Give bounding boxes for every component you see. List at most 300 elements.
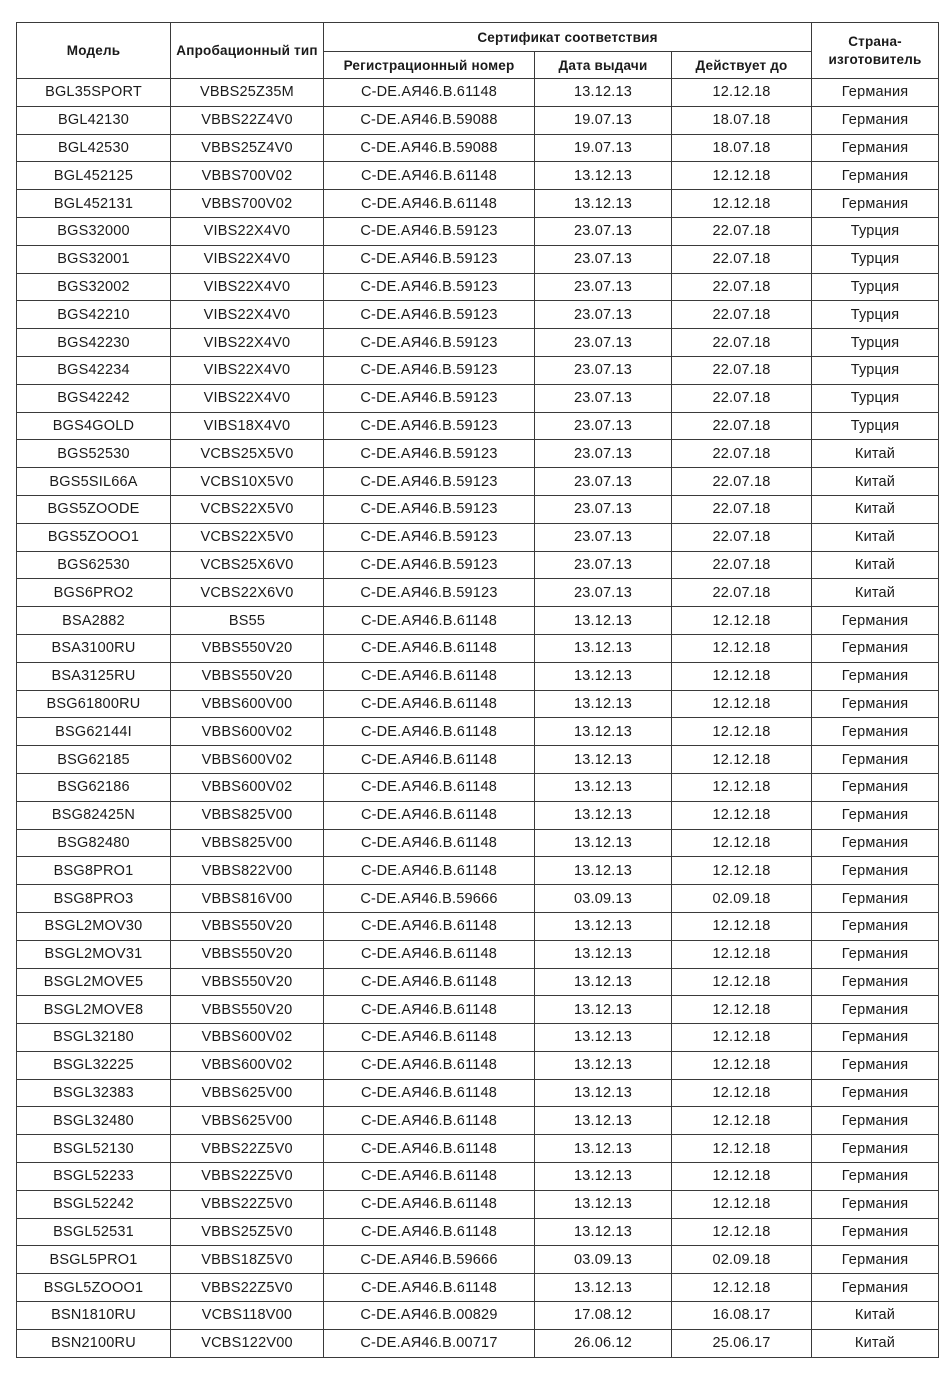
cell-valid-until: 12.12.18: [672, 912, 812, 940]
cell-valid-until: 12.12.18: [672, 690, 812, 718]
cell-registration-number: C-DE.AЯ46.B.61148: [324, 968, 535, 996]
cell-type: VIBS22X4V0: [171, 329, 324, 357]
cell-country: Китай: [812, 440, 939, 468]
cell-country: Германия: [812, 1079, 939, 1107]
cell-registration-number: C-DE.AЯ46.B.61148: [324, 607, 535, 635]
table-row: [17, 217, 939, 245]
cell-registration-number: C-DE.AЯ46.B.61148: [324, 801, 535, 829]
cell-issue-date: 23.07.13: [535, 468, 672, 496]
cell-model: BSGL52233: [17, 1163, 171, 1191]
table-row: [17, 912, 939, 940]
cell-issue-date: 13.12.13: [535, 79, 672, 107]
cell-registration-number: C-DE.AЯ46.B.59123: [324, 273, 535, 301]
cell-type: VBBS825V00: [171, 829, 324, 857]
cell-valid-until: 18.07.18: [672, 106, 812, 134]
cell-issue-date: 13.12.13: [535, 1190, 672, 1218]
cell-valid-until: 22.07.18: [672, 384, 812, 412]
cell-issue-date: 13.12.13: [535, 912, 672, 940]
table-row: [17, 1051, 939, 1079]
cell-issue-date: 13.12.13: [535, 634, 672, 662]
header-model: Модель: [17, 23, 171, 79]
table-row: [17, 1218, 939, 1246]
cell-country: Китай: [812, 523, 939, 551]
cell-type: VCBS10X5V0: [171, 468, 324, 496]
table-row: [17, 1024, 939, 1052]
cell-model: BGL42530: [17, 134, 171, 162]
table-row: [17, 773, 939, 801]
header-type: Апробационный тип: [171, 23, 324, 79]
cell-valid-until: 12.12.18: [672, 1051, 812, 1079]
cell-country: Германия: [812, 1218, 939, 1246]
cell-registration-number: C-DE.AЯ46.B.61148: [324, 1135, 535, 1163]
cell-country: Китай: [812, 495, 939, 523]
cell-registration-number: C-DE.AЯ46.B.61148: [324, 996, 535, 1024]
cell-valid-until: 02.09.18: [672, 885, 812, 913]
table-row: [17, 634, 939, 662]
table-row: [17, 523, 939, 551]
cell-type: VIBS22X4V0: [171, 301, 324, 329]
cell-type: VBBS600V02: [171, 1051, 324, 1079]
table-row: [17, 162, 939, 190]
cell-country: Германия: [812, 773, 939, 801]
cell-type: VBBS550V20: [171, 940, 324, 968]
cell-type: VCBS118V00: [171, 1302, 324, 1330]
table-row: [17, 885, 939, 913]
cell-country: Турция: [812, 273, 939, 301]
cell-valid-until: 12.12.18: [672, 162, 812, 190]
table-row: [17, 690, 939, 718]
cell-country: Турция: [812, 217, 939, 245]
cell-registration-number: C-DE.AЯ46.B.61148: [324, 1051, 535, 1079]
cell-model: BSGL52531: [17, 1218, 171, 1246]
cell-country: Китай: [812, 551, 939, 579]
cell-registration-number: C-DE.AЯ46.B.59123: [324, 523, 535, 551]
cell-model: BSGL32383: [17, 1079, 171, 1107]
cell-type: VBBS550V20: [171, 634, 324, 662]
cell-type: VBBS22Z5V0: [171, 1190, 324, 1218]
certificates-table: [16, 22, 939, 1358]
cell-valid-until: 22.07.18: [672, 523, 812, 551]
cell-type: VBBS600V02: [171, 1024, 324, 1052]
cell-valid-until: 22.07.18: [672, 551, 812, 579]
cell-country: Германия: [812, 162, 939, 190]
cell-type: VBBS22Z5V0: [171, 1135, 324, 1163]
cell-country: Германия: [812, 1246, 939, 1274]
cell-valid-until: 12.12.18: [672, 1024, 812, 1052]
cell-issue-date: 13.12.13: [535, 857, 672, 885]
cell-model: BSG62186: [17, 773, 171, 801]
cell-model: BSA2882: [17, 607, 171, 635]
cell-issue-date: 13.12.13: [535, 1051, 672, 1079]
cell-registration-number: C-DE.AЯ46.B.61148: [324, 690, 535, 718]
cell-type: VBBS700V02: [171, 190, 324, 218]
cell-valid-until: 12.12.18: [672, 718, 812, 746]
table-row: [17, 440, 939, 468]
cell-issue-date: 13.12.13: [535, 968, 672, 996]
cell-issue-date: 19.07.13: [535, 106, 672, 134]
table-row: [17, 356, 939, 384]
cell-issue-date: 13.12.13: [535, 996, 672, 1024]
cell-registration-number: C-DE.AЯ46.B.59666: [324, 1246, 535, 1274]
cell-country: Германия: [812, 607, 939, 635]
cell-valid-until: 02.09.18: [672, 1246, 812, 1274]
cell-model: BSGL32180: [17, 1024, 171, 1052]
cell-model: BGS5SIL66A: [17, 468, 171, 496]
cell-registration-number: C-DE.AЯ46.B.61148: [324, 190, 535, 218]
table-row: [17, 412, 939, 440]
cell-model: BSG82425N: [17, 801, 171, 829]
cell-issue-date: 23.07.13: [535, 579, 672, 607]
cell-type: VBBS550V20: [171, 968, 324, 996]
cell-issue-date: 23.07.13: [535, 217, 672, 245]
cell-registration-number: C-DE.AЯ46.B.59123: [324, 579, 535, 607]
cell-model: BSGL32480: [17, 1107, 171, 1135]
cell-model: BSGL2MOVE8: [17, 996, 171, 1024]
cell-registration-number: C-DE.AЯ46.B.59088: [324, 106, 535, 134]
cell-issue-date: 13.12.13: [535, 1079, 672, 1107]
cell-registration-number: C-DE.AЯ46.B.61148: [324, 773, 535, 801]
document-page: [16, 22, 938, 1358]
cell-valid-until: 12.12.18: [672, 1135, 812, 1163]
cell-type: VBBS550V20: [171, 912, 324, 940]
cell-country: Германия: [812, 634, 939, 662]
cell-registration-number: C-DE.AЯ46.B.59123: [324, 384, 535, 412]
cell-registration-number: C-DE.AЯ46.B.61148: [324, 162, 535, 190]
cell-model: BGL35SPORT: [17, 79, 171, 107]
cell-valid-until: 16.08.17: [672, 1302, 812, 1330]
cell-valid-until: 12.12.18: [672, 607, 812, 635]
cell-type: VBBS25Z4V0: [171, 134, 324, 162]
cell-model: BSG8PRO1: [17, 857, 171, 885]
cell-issue-date: 13.12.13: [535, 829, 672, 857]
cell-registration-number: C-DE.AЯ46.B.59123: [324, 495, 535, 523]
cell-country: Турция: [812, 384, 939, 412]
cell-issue-date: 23.07.13: [535, 356, 672, 384]
cell-type: VBBS22Z5V0: [171, 1163, 324, 1191]
cell-type: VIBS22X4V0: [171, 384, 324, 412]
cell-country: Турция: [812, 329, 939, 357]
cell-registration-number: C-DE.AЯ46.B.61148: [324, 912, 535, 940]
cell-valid-until: 12.12.18: [672, 79, 812, 107]
cell-valid-until: 22.07.18: [672, 412, 812, 440]
header-country: Страна-изготовитель: [812, 23, 939, 79]
cell-issue-date: 13.12.13: [535, 607, 672, 635]
table-row: [17, 1190, 939, 1218]
cell-issue-date: 13.12.13: [535, 1024, 672, 1052]
cell-type: VBBS22Z4V0: [171, 106, 324, 134]
cell-valid-until: 12.12.18: [672, 746, 812, 774]
cell-model: BSGL52130: [17, 1135, 171, 1163]
table-row: [17, 968, 939, 996]
cell-country: Германия: [812, 1190, 939, 1218]
cell-country: Германия: [812, 718, 939, 746]
cell-type: VBBS550V20: [171, 996, 324, 1024]
table-row: [17, 106, 939, 134]
cell-country: Германия: [812, 106, 939, 134]
cell-issue-date: 26.06.12: [535, 1329, 672, 1357]
cell-country: Турция: [812, 356, 939, 384]
cell-country: Германия: [812, 690, 939, 718]
cell-country: Германия: [812, 829, 939, 857]
cell-issue-date: 13.12.13: [535, 662, 672, 690]
table-row: [17, 718, 939, 746]
cell-issue-date: 03.09.13: [535, 1246, 672, 1274]
cell-issue-date: 13.12.13: [535, 940, 672, 968]
cell-issue-date: 13.12.13: [535, 1274, 672, 1302]
cell-model: BSGL2MOV30: [17, 912, 171, 940]
cell-issue-date: 13.12.13: [535, 190, 672, 218]
cell-type: VBBS550V20: [171, 662, 324, 690]
cell-model: BGS32000: [17, 217, 171, 245]
cell-valid-until: 22.07.18: [672, 273, 812, 301]
cell-country: Германия: [812, 79, 939, 107]
table-row: [17, 801, 939, 829]
cell-country: Китай: [812, 579, 939, 607]
cell-model: BGS6PRO2: [17, 579, 171, 607]
cell-issue-date: 13.12.13: [535, 1218, 672, 1246]
cell-type: VCBS22X5V0: [171, 523, 324, 551]
header-registration-number: Регистрационный номер: [324, 52, 535, 79]
table-row: [17, 1163, 939, 1191]
cell-registration-number: C-DE.AЯ46.B.61148: [324, 1024, 535, 1052]
cell-type: VIBS22X4V0: [171, 245, 324, 273]
cell-registration-number: C-DE.AЯ46.B.59088: [324, 134, 535, 162]
cell-model: BGS5ZOOO1: [17, 523, 171, 551]
cell-model: BGS42234: [17, 356, 171, 384]
table-row: [17, 940, 939, 968]
cell-model: BSGL5PRO1: [17, 1246, 171, 1274]
cell-type: VBBS822V00: [171, 857, 324, 885]
cell-issue-date: 13.12.13: [535, 746, 672, 774]
cell-model: BGS52530: [17, 440, 171, 468]
cell-valid-until: 22.07.18: [672, 440, 812, 468]
cell-type: VIBS22X4V0: [171, 273, 324, 301]
cell-registration-number: C-DE.AЯ46.B.61148: [324, 634, 535, 662]
cell-model: BGS5ZOODE: [17, 495, 171, 523]
cell-country: Германия: [812, 662, 939, 690]
cell-type: VBBS625V00: [171, 1107, 324, 1135]
cell-valid-until: 12.12.18: [672, 1218, 812, 1246]
cell-model: BGL452131: [17, 190, 171, 218]
cell-registration-number: C-DE.AЯ46.B.61148: [324, 857, 535, 885]
cell-country: Германия: [812, 1274, 939, 1302]
cell-model: BGS42210: [17, 301, 171, 329]
cell-issue-date: 23.07.13: [535, 245, 672, 273]
cell-registration-number: C-DE.AЯ46.B.61148: [324, 940, 535, 968]
cell-valid-until: 12.12.18: [672, 940, 812, 968]
cell-valid-until: 12.12.18: [672, 773, 812, 801]
cell-issue-date: 23.07.13: [535, 329, 672, 357]
cell-issue-date: 13.12.13: [535, 718, 672, 746]
cell-valid-until: 22.07.18: [672, 329, 812, 357]
table-row: [17, 857, 939, 885]
cell-issue-date: 23.07.13: [535, 412, 672, 440]
table-row: [17, 1274, 939, 1302]
cell-issue-date: 23.07.13: [535, 551, 672, 579]
cell-valid-until: 12.12.18: [672, 662, 812, 690]
cell-issue-date: 23.07.13: [535, 495, 672, 523]
table-row: [17, 662, 939, 690]
cell-model: BSG61800RU: [17, 690, 171, 718]
cell-valid-until: 12.12.18: [672, 1107, 812, 1135]
cell-country: Германия: [812, 801, 939, 829]
table-row: [17, 468, 939, 496]
cell-issue-date: 13.12.13: [535, 1135, 672, 1163]
cell-model: BGS42242: [17, 384, 171, 412]
cell-country: Германия: [812, 190, 939, 218]
cell-registration-number: C-DE.AЯ46.B.61148: [324, 1274, 535, 1302]
table-row: [17, 1135, 939, 1163]
cell-type: VCBS122V00: [171, 1329, 324, 1357]
cell-model: BSGL2MOVE5: [17, 968, 171, 996]
cell-type: VBBS600V02: [171, 773, 324, 801]
cell-valid-until: 12.12.18: [672, 968, 812, 996]
cell-type: VCBS22X5V0: [171, 495, 324, 523]
cell-country: Германия: [812, 885, 939, 913]
cell-country: Китай: [812, 1302, 939, 1330]
cell-valid-until: 12.12.18: [672, 190, 812, 218]
cell-country: Германия: [812, 1135, 939, 1163]
header-issue-date: Дата выдачи: [535, 52, 672, 79]
table-row: [17, 1329, 939, 1357]
cell-registration-number: C-DE.AЯ46.B.61148: [324, 746, 535, 774]
table-row: [17, 1302, 939, 1330]
cell-registration-number: C-DE.AЯ46.B.61148: [324, 1163, 535, 1191]
cell-registration-number: C-DE.AЯ46.B.59123: [324, 301, 535, 329]
cell-issue-date: 13.12.13: [535, 1107, 672, 1135]
table-row: [17, 829, 939, 857]
cell-type: VBBS625V00: [171, 1079, 324, 1107]
cell-registration-number: C-DE.AЯ46.B.59123: [324, 551, 535, 579]
cell-valid-until: 22.07.18: [672, 495, 812, 523]
cell-registration-number: C-DE.AЯ46.B.59123: [324, 412, 535, 440]
cell-model: BSGL52242: [17, 1190, 171, 1218]
header-certificate-group: Сертификат соответствия: [324, 23, 812, 52]
cell-issue-date: 13.12.13: [535, 773, 672, 801]
cell-model: BGS32002: [17, 273, 171, 301]
cell-registration-number: C-DE.AЯ46.B.59123: [324, 245, 535, 273]
cell-type: VBBS18Z5V0: [171, 1246, 324, 1274]
cell-valid-until: 18.07.18: [672, 134, 812, 162]
cell-country: Китай: [812, 1329, 939, 1357]
table-row: [17, 384, 939, 412]
cell-model: BGL42130: [17, 106, 171, 134]
cell-model: BSG82480: [17, 829, 171, 857]
cell-valid-until: 12.12.18: [672, 829, 812, 857]
cell-type: VBBS600V00: [171, 690, 324, 718]
cell-issue-date: 03.09.13: [535, 885, 672, 913]
cell-model: BGS32001: [17, 245, 171, 273]
cell-model: BSA3100RU: [17, 634, 171, 662]
cell-valid-until: 25.06.17: [672, 1329, 812, 1357]
cell-valid-until: 22.07.18: [672, 356, 812, 384]
cell-valid-until: 22.07.18: [672, 468, 812, 496]
cell-model: BSGL32225: [17, 1051, 171, 1079]
cell-issue-date: 13.12.13: [535, 690, 672, 718]
cell-registration-number: C-DE.AЯ46.B.59123: [324, 329, 535, 357]
table-row: [17, 273, 939, 301]
cell-registration-number: C-DE.AЯ46.B.00717: [324, 1329, 535, 1357]
table-row: [17, 495, 939, 523]
cell-valid-until: 12.12.18: [672, 634, 812, 662]
cell-registration-number: C-DE.AЯ46.B.59123: [324, 440, 535, 468]
cell-country: Германия: [812, 857, 939, 885]
cell-issue-date: 23.07.13: [535, 301, 672, 329]
table-row: [17, 579, 939, 607]
cell-country: Германия: [812, 1107, 939, 1135]
cell-issue-date: 13.12.13: [535, 1163, 672, 1191]
cell-country: Германия: [812, 746, 939, 774]
table-row: [17, 329, 939, 357]
table-row: [17, 551, 939, 579]
cell-issue-date: 23.07.13: [535, 440, 672, 468]
cell-registration-number: C-DE.AЯ46.B.61148: [324, 718, 535, 746]
cell-registration-number: C-DE.AЯ46.B.59123: [324, 356, 535, 384]
cell-type: VBBS600V02: [171, 718, 324, 746]
table-row: [17, 996, 939, 1024]
cell-issue-date: 23.07.13: [535, 384, 672, 412]
cell-country: Турция: [812, 412, 939, 440]
cell-valid-until: 12.12.18: [672, 1274, 812, 1302]
cell-type: BS55: [171, 607, 324, 635]
cell-type: VBBS22Z5V0: [171, 1274, 324, 1302]
cell-country: Германия: [812, 996, 939, 1024]
cell-type: VBBS25Z5V0: [171, 1218, 324, 1246]
cell-registration-number: C-DE.AЯ46.B.00829: [324, 1302, 535, 1330]
cell-valid-until: 12.12.18: [672, 857, 812, 885]
cell-type: VIBS18X4V0: [171, 412, 324, 440]
cell-model: BGL452125: [17, 162, 171, 190]
cell-registration-number: C-DE.AЯ46.B.61148: [324, 79, 535, 107]
cell-valid-until: 12.12.18: [672, 996, 812, 1024]
cell-country: Германия: [812, 968, 939, 996]
cell-model: BGS62530: [17, 551, 171, 579]
cell-valid-until: 22.07.18: [672, 301, 812, 329]
cell-issue-date: 19.07.13: [535, 134, 672, 162]
cell-country: Турция: [812, 301, 939, 329]
cell-issue-date: 13.12.13: [535, 162, 672, 190]
cell-model: BSN2100RU: [17, 1329, 171, 1357]
cell-registration-number: C-DE.AЯ46.B.59666: [324, 885, 535, 913]
table-row: [17, 746, 939, 774]
cell-issue-date: 17.08.12: [535, 1302, 672, 1330]
cell-registration-number: C-DE.AЯ46.B.61148: [324, 1218, 535, 1246]
cell-type: VCBS25X6V0: [171, 551, 324, 579]
cell-model: BSG8PRO3: [17, 885, 171, 913]
table-row: [17, 190, 939, 218]
cell-valid-until: 12.12.18: [672, 1190, 812, 1218]
table-row: [17, 1246, 939, 1274]
cell-model: BGS4GOLD: [17, 412, 171, 440]
header-valid-until: Действует до: [672, 52, 812, 79]
cell-type: VIBS22X4V0: [171, 217, 324, 245]
cell-country: Германия: [812, 940, 939, 968]
cell-type: VBBS600V02: [171, 746, 324, 774]
cell-valid-until: 12.12.18: [672, 1079, 812, 1107]
cell-valid-until: 12.12.18: [672, 801, 812, 829]
cell-valid-until: 12.12.18: [672, 1163, 812, 1191]
cell-type: VIBS22X4V0: [171, 356, 324, 384]
cell-country: Германия: [812, 1024, 939, 1052]
cell-type: VCBS22X6V0: [171, 579, 324, 607]
cell-country: Германия: [812, 1051, 939, 1079]
cell-issue-date: 13.12.13: [535, 801, 672, 829]
cell-country: Турция: [812, 245, 939, 273]
cell-valid-until: 22.07.18: [672, 217, 812, 245]
cell-registration-number: C-DE.AЯ46.B.59123: [324, 217, 535, 245]
cell-registration-number: C-DE.AЯ46.B.61148: [324, 662, 535, 690]
cell-type: VBBS25Z35M: [171, 79, 324, 107]
